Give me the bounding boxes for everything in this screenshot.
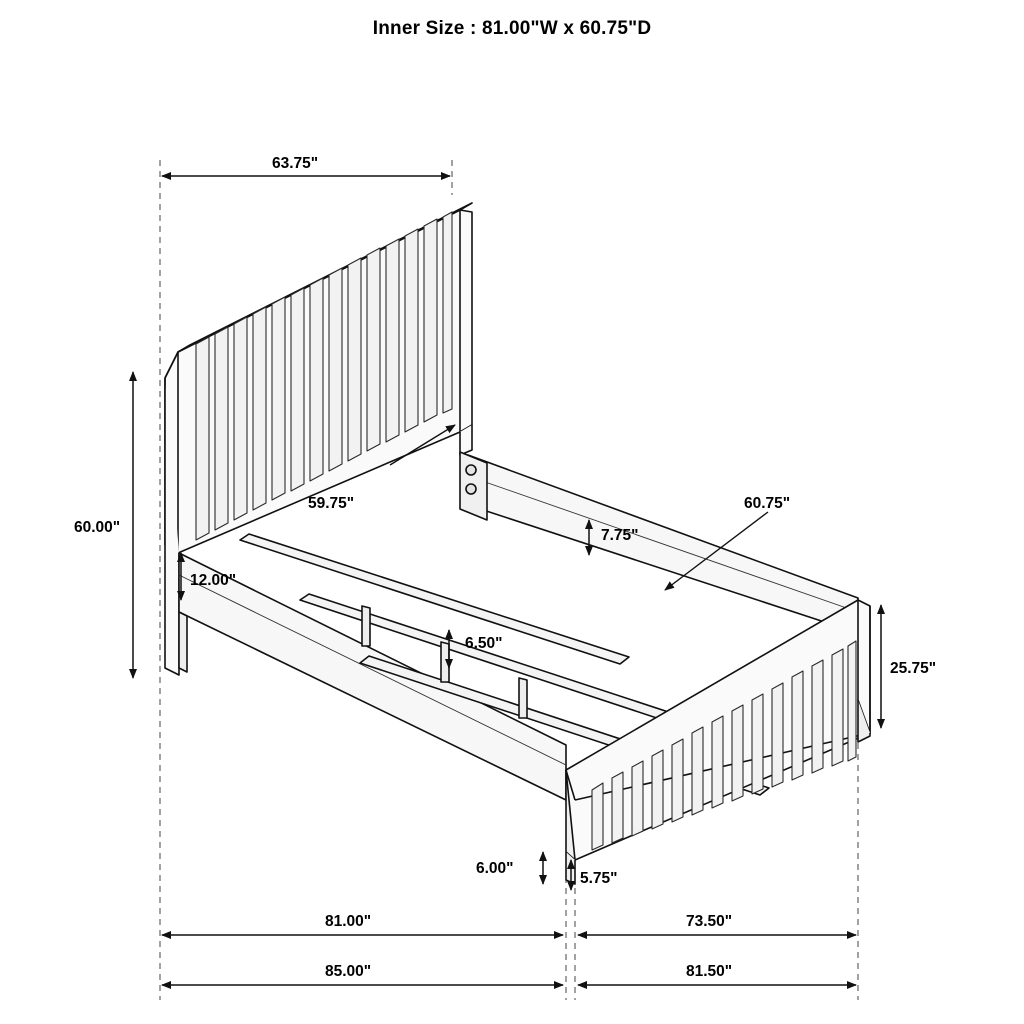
bed-frame [165,203,870,884]
dim-label-overall-width: 81.50" [686,963,733,980]
dim-label-footboard-height: 25.75" [890,660,937,677]
dim-label-slat-leg: 6.50" [465,635,503,652]
dim-label-rail-to-floor: 12.00" [190,572,237,589]
dim-label-panel-width: 59.75" [308,495,355,512]
page-title: Inner Size : 81.00"W x 60.75"D [372,18,652,39]
rail-bracket [460,452,487,520]
dim-label-footboard-clearance: 6.00" [476,860,514,877]
dim-label-footboard-inner-width: 73.50" [686,913,733,930]
dim-label-overall-length: 85.00" [325,963,372,980]
dim-label-inner-length: 81.00" [325,913,372,930]
far-side-rail [468,455,858,633]
dim-label-headboard-width: 63.75" [272,155,319,172]
dim-label-rail-offset: 7.75" [601,527,639,544]
dim-label-inner-depth: 60.75" [744,495,791,512]
left-side-rail [179,553,566,800]
dim-label-footboard-leg: 5.75" [580,870,618,887]
dim-label-headboard-height: 60.00" [74,519,121,536]
